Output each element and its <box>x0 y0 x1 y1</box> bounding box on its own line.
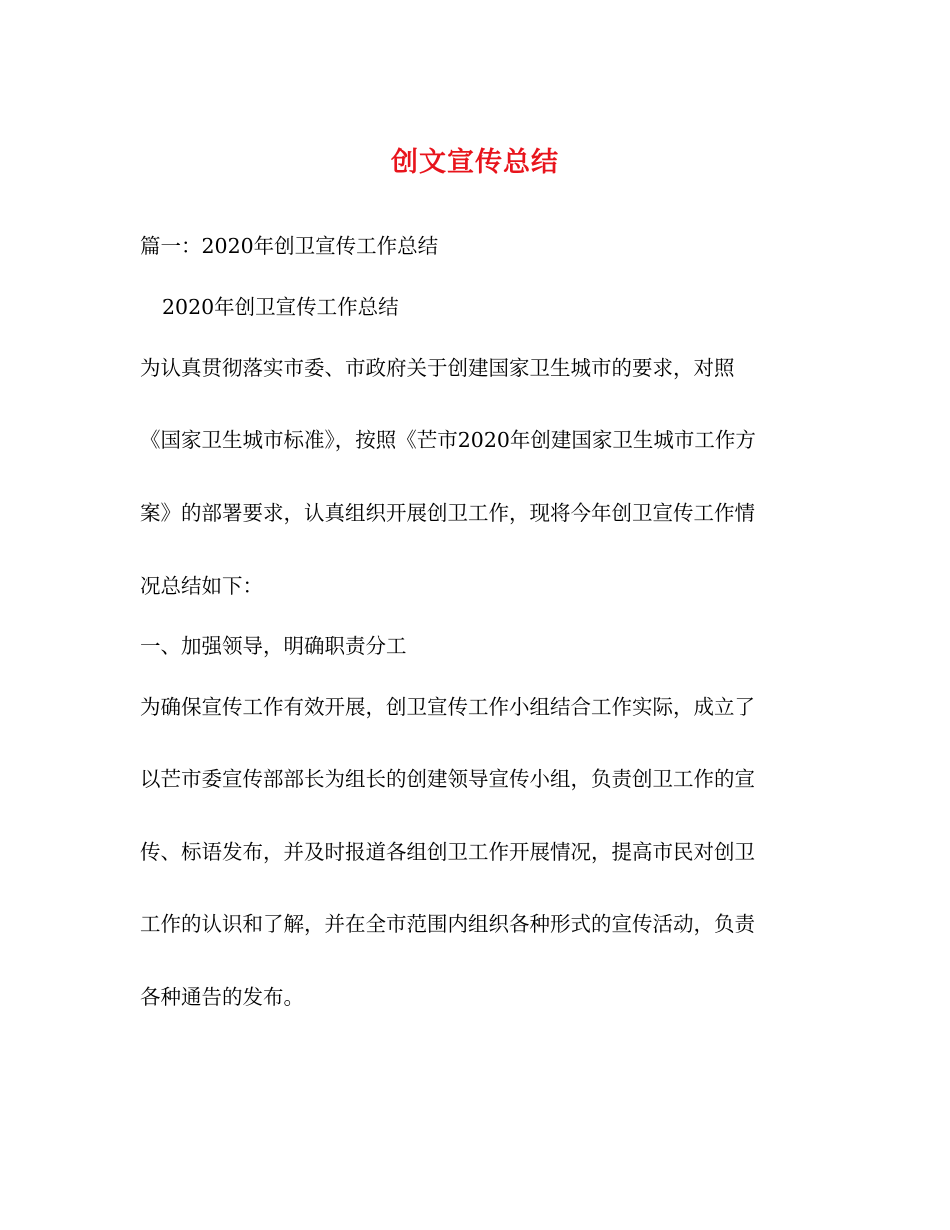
paragraph-line: 工作的认识和了解，并在全市范围内组织各种形式的宣传活动，负责 <box>140 912 755 936</box>
paragraph-line: 为认真贯彻落实市委、市政府关于创建国家卫生城市的要求，对照 <box>140 356 735 380</box>
document-title: 创文宣传总结 <box>391 147 559 178</box>
subtitle-line: 2020年创卫宣传工作总结 <box>162 295 399 319</box>
section-heading: 篇一：2020年创卫宣传工作总结 <box>140 234 439 258</box>
paragraph-line: 为确保宣传工作有效开展，创卫宣传工作小组结合工作实际，成立了 <box>140 695 755 719</box>
paragraph-line: 况总结如下： <box>140 574 263 598</box>
paragraph-line: 传、标语发布，并及时报道各组创卫工作开展情况，提高市民对创卫 <box>140 840 755 864</box>
paragraph-line: 《国家卫生城市标准》，按照《芒市2020年创建国家卫生城市工作方 <box>140 428 756 452</box>
paragraph-line: 以芒市委宣传部部长为组长的创建领导宣传小组，负责创卫工作的宣 <box>140 767 755 791</box>
paragraph-line: 各种通告的发布。 <box>140 985 304 1009</box>
section-heading: 一、加强领导，明确职责分工 <box>140 634 407 658</box>
paragraph-line: 案》的部署要求，认真组织开展创卫工作，现将今年创卫宣传工作情 <box>140 501 755 525</box>
